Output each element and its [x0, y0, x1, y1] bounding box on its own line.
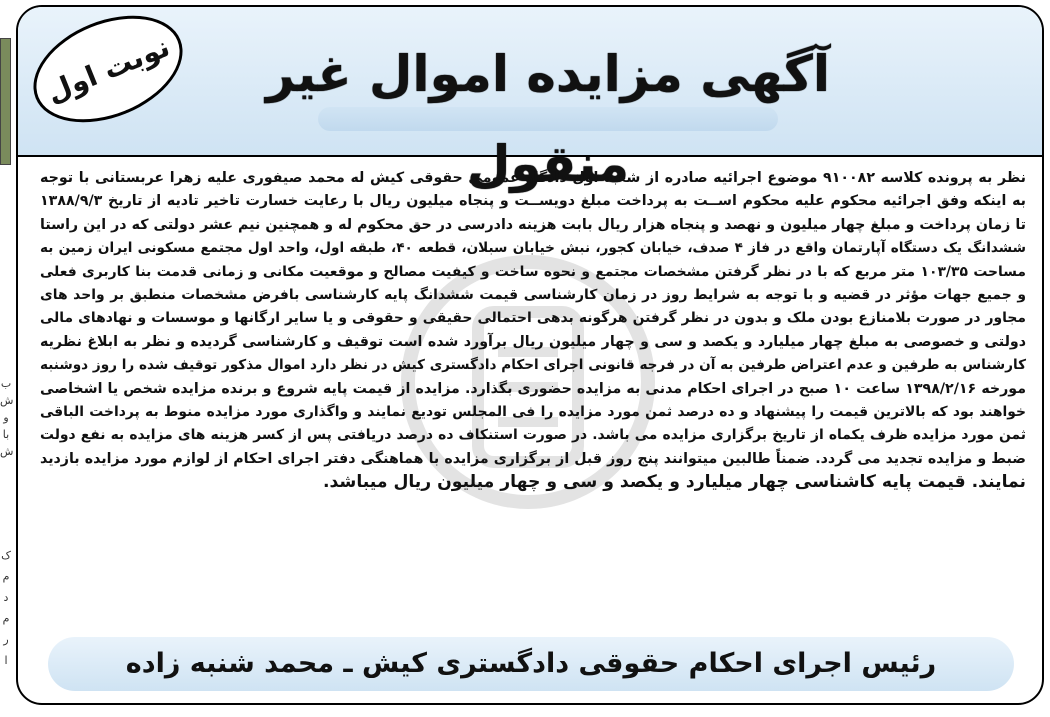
body-line: ضبط و مزایده تجدید می گردد. ضمناً طالبین میتوانند پنج روز قبل از برگزاری مزایده با هماهنگی دفتر اجرای احکام از لوازم مورد مزایده بازدید	[40, 450, 1026, 467]
body-line: ششدانگ یک دستگاه آپارتمان واقع در فاز ۴ صدف، خیابان کجور، نبش خیابان سبلان، قطعه ۴۰، طبقه اول، واحد اول مجتمع مسکونی ایران زمین به	[40, 240, 1026, 257]
badge-text: نوبت اول	[41, 29, 175, 109]
signature-text: رئیس اجرای احکام حقوقی دادگستری کیش ـ محمد شنبه زاده	[125, 648, 937, 679]
body-line: کارشناس به طرفین و عدم اعتراض طرفین به آن در فرجه قانونی اجرای احکام دادگستری کیش در نظر دارد اموال مذکور توقیف شده را روز دوشنبه	[40, 357, 1026, 374]
body-line: ثمن مورد مزایده ظرف یکماه از تاریخ برگزاری مزایده می باشد. در صورت استنکاف ده درصد دریافتی پس از کسر هزینه های مزایده به نفع دولت	[40, 427, 1026, 444]
body-line: خواهند بود که بالاترین قیمت را پیشنهاد و ده درصد ثمن مورد مزایده را فی المجلس تودیع نمایند و واگذاری مورد مزایده منوط به پرداخت الباقی	[40, 404, 1026, 421]
body-line: و جمیع جهات مؤثر در قضیه و با توجه به شرایط روز در زمان کارشناسی قیمت ششدانگ پایه کارشناسی بافرض مشخصات منطبق بر واحد های	[40, 287, 1026, 304]
body-line: مجاور در صورت بلامنازع بودن ملک و بدون در نظر گرفتن هرگونه بدهی احتمالی حقیقی و حقوقی و یا سایر ارگانها و موسسات و نهادهای مالی	[40, 310, 1026, 327]
ad-title: آگهی مزایده اموال غیر منقول	[265, 45, 831, 193]
ad-frame	[16, 5, 1044, 705]
body-line: نظر به پرونده کلاسه ۹۱۰۰۸۲ موضوع اجرائیه صادره از شعبه اول دادگاه عمومی حقوقی کیش له محمد صیفوری علیه زهرا عربستانی با توجه	[40, 170, 1026, 186]
body-line: مساحت ۱۰۳/۳۵ متر مربع که با در نظر گرفتن مشخصات مجتمع و نحوه ساخت و کیفیت مصالح و موقعیت مکانی و زمانی قدمت بنا کاربری فعلی	[40, 263, 1026, 280]
body-line: تا زمان پرداخت و مبلغ چهار میلیون و نهصد و پنجاه هزار ریال بابت هزینه دادرسی در حق محکوم له و همچنین نیم عشر دولتی که در این راستا	[40, 216, 1026, 233]
body-line: به اینکه وفق اجرائیه محکوم علیه محکوم اســت به پرداخت مبلغ دویســت و پنجاه میلیون ریال با رعایت خسارت تاخیر تادیه از تاریخ ۱۳۸۸/۹/۳	[40, 193, 1026, 210]
body-line: نمایند. قیمت پایه کاشناسی چهار میلیارد و یکصد و سی و چهار میلیون ریال میباشد.	[322, 472, 1026, 493]
adjacent-column-strip	[0, 0, 12, 717]
adjacent-ad-image	[0, 38, 11, 165]
ad-body	[40, 167, 1026, 495]
adjacent-ad-text-2: ک م د م ر ا	[1, 549, 11, 667]
first-publication-badge	[18, 5, 199, 143]
body-line: مورخه ۱۳۹۸/۲/۱۶ ساعت ۱۰ صبح در اجرای احکام مدنی به مزایده حضوری بگذارد. مزایده از قیمت پایه شروع و برنده مزایده شخص یا اشخاصی	[40, 380, 1026, 397]
adjacent-ad-text: ب ش و با ش	[0, 377, 14, 458]
signature-bar	[48, 637, 1014, 691]
body-line: دولتی و خصوصی به مبلغ چهار میلیارد و یکصد و سی و چهار میلیون ریال برآورد شده است توقیف و کارشناسی گردیده و نظر به ابلاغ نظریه	[40, 333, 1026, 350]
